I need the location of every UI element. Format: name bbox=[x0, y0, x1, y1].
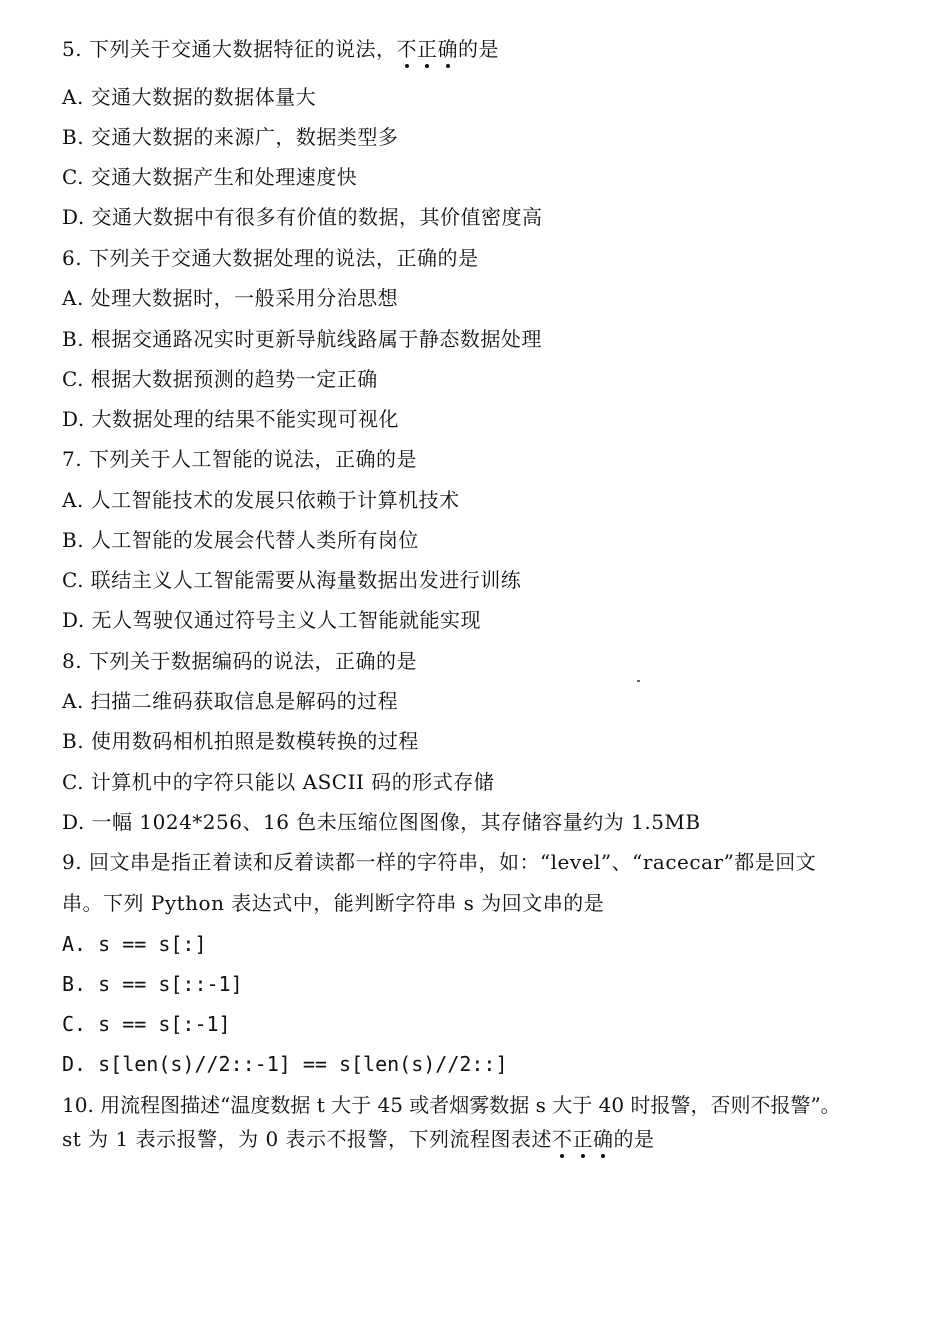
q10-stem-line1: 10. 用流程图描述“温度数据 t 大于 45 或者烟雾数据 s 大于 40 时报警，否则不报警”。 bbox=[62, 1093, 841, 1117]
q8-option-d: D. 一幅 1024*256、16 色未压缩位图图像，其存储容量约为 1.5MB bbox=[62, 810, 701, 834]
q10-stem-emphasis bbox=[552, 1127, 614, 1151]
q7-option-b: B. 人工智能的发展会代替人类所有岗位 bbox=[62, 528, 419, 552]
q5-option-b: B. 交通大数据的来源广，数据类型多 bbox=[62, 125, 399, 149]
q9-option-c: C. s == s[:-1] bbox=[62, 1012, 231, 1036]
q8-option-b: B. 使用数码相机拍照是数模转换的过程 bbox=[62, 729, 419, 753]
q7-stem: 7. 下列关于人工智能的说法，正确的是 bbox=[62, 447, 417, 471]
emphasis-char: 不 bbox=[552, 1127, 573, 1151]
scan-speck bbox=[637, 680, 640, 682]
q9-option-b: B. s == s[::-1] bbox=[62, 972, 243, 996]
q5-option-c: C. 交通大数据产生和处理速度快 bbox=[62, 165, 358, 189]
q8-stem: 8. 下列关于数据编码的说法，正确的是 bbox=[62, 649, 417, 673]
q8-option-a: A. 扫描二维码获取信息是解码的过程 bbox=[62, 689, 399, 713]
q5-option-a: A. 交通大数据的数据体量大 bbox=[62, 85, 317, 109]
q6-stem: 6. 下列关于交通大数据处理的说法，正确的是 bbox=[62, 246, 479, 270]
q6-option-b: B. 根据交通路况实时更新导航线路属于静态数据处理 bbox=[62, 327, 542, 351]
q10-stem-post: 的是 bbox=[613, 1127, 655, 1151]
q9-stem-line2: 串。下列 Python 表达式中，能判断字符串 s 为回文串的是 bbox=[62, 891, 605, 915]
emphasis-char: 不 bbox=[396, 37, 417, 61]
q10-stem-line2 bbox=[62, 1126, 655, 1152]
emphasis-char: 确 bbox=[593, 1127, 614, 1151]
q5-stem-pre: 5. 下列关于交通大数据特征的说法， bbox=[62, 37, 397, 61]
q8-option-c: C. 计算机中的字符只能以 ASCII 码的形式存储 bbox=[62, 770, 495, 794]
emphasis-char: 正 bbox=[416, 37, 438, 61]
q5-stem bbox=[62, 36, 499, 62]
q7-option-d: D. 无人驾驶仅通过符号主义人工智能就能实现 bbox=[62, 608, 482, 632]
q9-stem-line1: 9. 回文串是指正着读和反着读都一样的字符串，如：“level”、“racecar”都是回文 bbox=[62, 850, 817, 874]
emphasis-char: 确 bbox=[437, 37, 458, 61]
q6-option-a: A. 处理大数据时，一般采用分治思想 bbox=[62, 286, 399, 310]
q7-option-c: C. 联结主义人工智能需要从海量数据出发进行训练 bbox=[62, 568, 522, 592]
emphasis-char: 正 bbox=[572, 1127, 594, 1151]
q9-option-d: D. s[len(s)//2::-1] == s[len(s)//2::] bbox=[62, 1052, 508, 1076]
q5-stem-post: 的是 bbox=[457, 37, 499, 61]
q6-option-c: C. 根据大数据预测的趋势一定正确 bbox=[62, 367, 378, 391]
q9-option-a: A. s == s[:] bbox=[62, 932, 207, 956]
q5-option-d: D. 交通大数据中有很多有价值的数据，其价值密度高 bbox=[62, 205, 543, 229]
q10-stem-pre: st 为 1 表示报警，为 0 表示不报警，下列流程图表述 bbox=[62, 1127, 553, 1151]
q5-stem-emphasis bbox=[396, 37, 458, 61]
q6-option-d: D. 大数据处理的结果不能实现可视化 bbox=[62, 407, 400, 431]
q7-option-a: A. 人工智能技术的发展只依赖于计算机技术 bbox=[62, 488, 460, 512]
